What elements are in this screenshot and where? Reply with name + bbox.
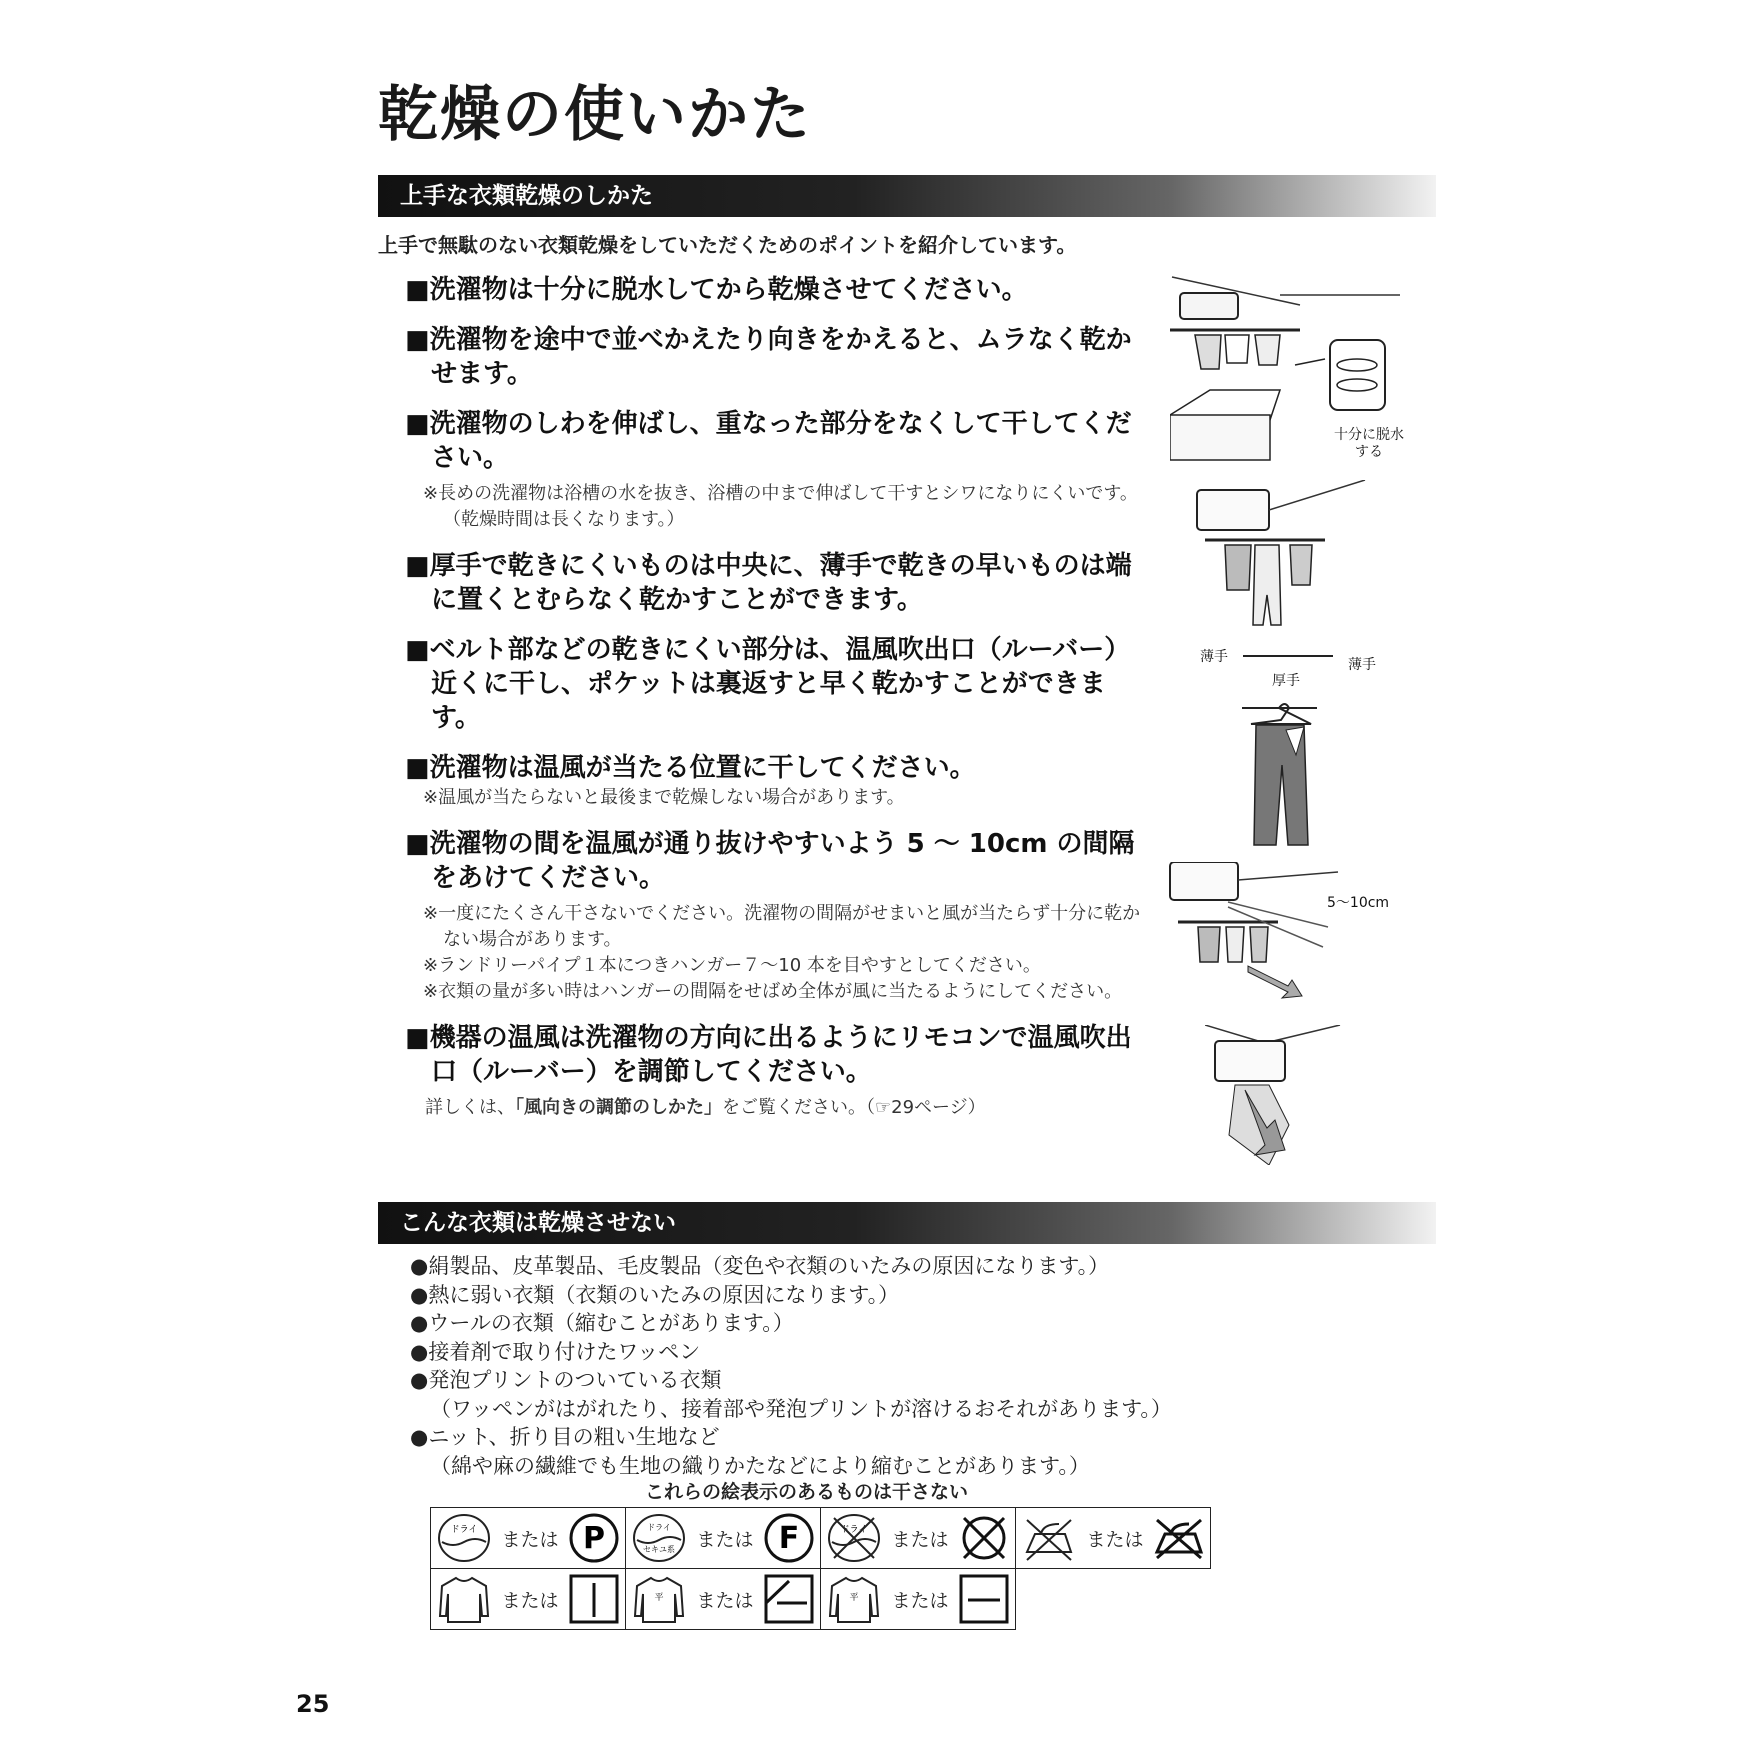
list-item: ●ウールの衣類（縮むことがあります。） (410, 1311, 794, 1335)
thin-left-label: 薄手 (1200, 649, 1228, 665)
tip-item: ■厚手で乾きにくいものは中央に、薄手で乾きの早いものは端に置くとむらなく乾かすことができます。 (405, 551, 1132, 615)
no-iron-bold-icon (1153, 1512, 1205, 1564)
tip-note: ※一度にたくさん干さないでください。洗濯物の間隔がせまいと風が当たらず十分に乾かない場合があります。 (423, 903, 1141, 950)
f-circle-icon (763, 1512, 815, 1564)
tip-item: ■ベルト部などの乾きにくい部分は、温風吹出口（ルーバー）近くに干し、ポケットは裏返すと早く乾かすことができます。 (405, 635, 1131, 733)
list-item-note: （綿や麻の繊維でも生地の織りかたなどにより縮むことがあります。） (430, 1453, 1090, 1478)
list-item: ●ニット、折り目の粗い生地など (410, 1425, 720, 1449)
dewater-label: 十分に脱水する (1334, 427, 1404, 460)
tips-list (405, 273, 1145, 1137)
illustration-pants (1242, 700, 1322, 850)
thin-right-label: 薄手 (1348, 657, 1376, 673)
intro-text: 上手で無駄のない衣類乾燥をしていただくためのポイントを紹介しています。 (378, 233, 1077, 257)
symbol-hang-dry-shade: 平 または (626, 1569, 820, 1629)
no-dryclean-circle-icon (958, 1512, 1010, 1564)
section-heading-do-not-dry: こんな衣類は乾燥させない (378, 1202, 1436, 1244)
page-number: 25 (296, 1690, 330, 1718)
p-circle-icon (568, 1512, 620, 1564)
line-dry-icon (568, 1573, 620, 1625)
tip-item: ■洗濯物の間を温風が通り抜けやすいよう 5 ～ 10cm の間隔をあけてください。 ※一度にたくさん干さないでください。洗濯物の間隔がせまいと風が当たらず十分に乾かない場合があります。 ※ランドリーパイプ１本につきハンガー７～10 本を目やすとしてください。 ※衣類の量が多い時はハンガーの間隔をせばめ全体が風に当たるようにしてください。 (405, 827, 1145, 1005)
svg-text:ドライ: ドライ (450, 1525, 478, 1535)
reference-link[interactable]: 「風向きの調節のしかた」 (515, 1097, 722, 1118)
illustration-dewater (1170, 275, 1410, 470)
tip-item: ■洗濯物は温風が当たる位置に干してください。 ※温風が当たらないと最後まで乾燥しない場合があります。 (405, 751, 1145, 811)
symbol-hang-dry: または (431, 1569, 625, 1629)
symbol-dry-p: ドライ または P (431, 1508, 625, 1568)
symbol-no-dry: ドライ または (821, 1508, 1015, 1568)
tip-item: ■洗濯物は十分に脱水してから乾燥させてください。 (405, 275, 1028, 305)
illustration-louver (1205, 1025, 1345, 1165)
section-heading-drying-tips: 上手な衣類乾燥のしかた (378, 175, 1436, 217)
dry-petroleum-tub-icon (631, 1512, 687, 1564)
list-item-note: （ワッペンがはがれたり、接着部や発泡プリントが溶けるおそれがあります。） (430, 1396, 1172, 1421)
illustration-spacing (1168, 862, 1358, 1012)
symbol-dry-petroleum-f: ドライ セキユ系 または F (626, 1508, 820, 1568)
svg-text:セキユ系: セキユ系 (642, 1545, 675, 1554)
page-title: 乾燥の使いかた (378, 80, 812, 150)
list-item: ●接着剤で取り付けたワッペン (410, 1339, 701, 1364)
no-dry-tub-icon (826, 1512, 882, 1564)
svg-text:平: 平 (654, 1593, 664, 1603)
list-item: ●絹製品、皮革製品、毛皮製品（変色や衣類のいたみの原因になります。） (410, 1254, 1110, 1278)
page-reference: 詳しくは、「風向きの調節のしかた」をご覧ください。（☞29ページ） (425, 1097, 986, 1118)
no-iron-icon (1021, 1512, 1077, 1564)
shirt-hang-icon (436, 1572, 492, 1626)
care-symbols-table (430, 1507, 1211, 1630)
tip-item: ■洗濯物のしわを伸ばし、重なった部分をなくして干してください。 ※長めの洗濯物は浴槽の水を抜き、浴槽の中まで伸ばして干すとシワになりにくいです。（乾燥時間は長くなります。） (405, 407, 1145, 533)
do-not-dry-list (410, 1252, 1310, 1480)
thick-thin-arrow (1243, 655, 1333, 657)
svg-text:F: F (778, 1521, 800, 1556)
tip-note: ※長めの洗濯物は浴槽の水を抜き、浴槽の中まで伸ばして干すとシワになりにくいです。（乾燥時間は長くなります。） (423, 483, 1138, 530)
list-item: ●発泡プリントのついている衣類 (410, 1368, 722, 1392)
tip-note: ※衣類の量が多い時はハンガーの間隔をせばめ全体が風に当たるようにしてください。 (423, 981, 1123, 1002)
symbol-no-iron: または (1016, 1508, 1210, 1568)
svg-text:平: 平 (849, 1593, 859, 1603)
flat-dry-icon (958, 1573, 1010, 1625)
spacing-label: 5～10cm (1327, 895, 1390, 911)
svg-text:ドライ: ドライ (646, 1523, 671, 1532)
illustration-thick-thin (1195, 480, 1375, 630)
list-item: ●熱に弱い衣類（衣類のいたみの原因になります。） (410, 1282, 900, 1307)
symbol-flat-dry: 平 または (821, 1569, 1015, 1629)
svg-text:P: P (583, 1521, 606, 1556)
dry-tub-icon (436, 1512, 492, 1564)
tip-item: ■洗濯物を途中で並べかえたり向きをかえると、ムラなく乾かせます。 (405, 325, 1132, 389)
drip-dry-shade-icon (763, 1573, 815, 1625)
shirt-flat-icon (826, 1572, 882, 1626)
svg-text:ドライ: ドライ (840, 1525, 868, 1535)
symbols-title: これらの絵表示のあるものは干さない (645, 1481, 969, 1503)
tip-note: ※温風が当たらないと最後まで乾燥しない場合があります。 (423, 787, 905, 808)
shirt-shade-icon (631, 1572, 687, 1626)
thick-label: 厚手 (1272, 673, 1300, 689)
tip-note: ※ランドリーパイプ１本につきハンガー７～10 本を目やすとしてください。 (423, 955, 1041, 976)
tip-item: ■機器の温風は洗濯物の方向に出るようにリモコンで温風吹出口（ルーバー）を調節してください。 詳しくは、「風向きの調節のしかた」をご覧ください。（☞29ページ） (405, 1021, 1145, 1121)
